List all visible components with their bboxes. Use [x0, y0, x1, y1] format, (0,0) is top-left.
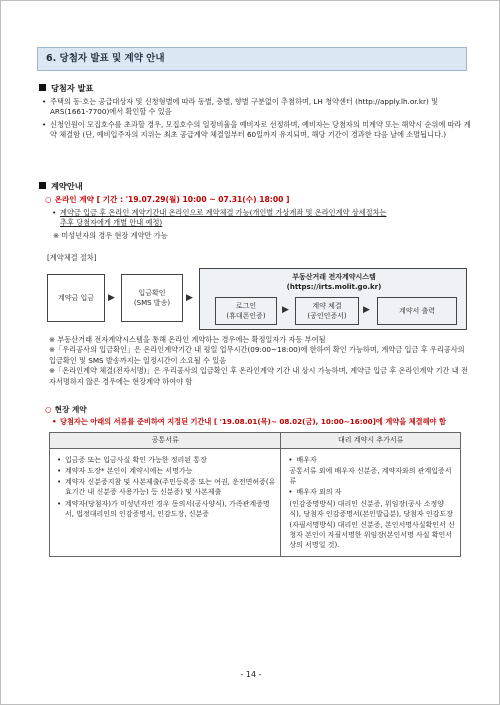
winner-list [41, 97, 471, 143]
onsite-contract-label: 현장 계약 [54, 405, 87, 414]
online-note-1: ※ 부동산거래 전자계약시스템을 통해 온라인 계약하는 경우에는 확정일자가 자동 부여됨 [49, 335, 326, 344]
flow-step-sign [295, 297, 359, 325]
online-bullet-line2: 추후 당첨자에게 개별 안내 예정) [60, 218, 163, 228]
online-note-3: ※「온라인계약 체결(전자서명)」은 우리공사의 입금확인 후 온라인계약 기간 내 상시 가능하며, 계약금 입금 후 온라인계약 기간 내 전자서명하지 않은 경우에는 현장계약 하여야 함 [49, 366, 468, 386]
online-bullet-line1: 계약금 입금 후 온라인 계약기간내 온라인으로 계약체결 가능(개인별 가상계좌 및 온라인계약 상세절차는 [60, 208, 387, 217]
arrow-right-icon: ▶ [108, 293, 115, 303]
table-cell-common [50, 449, 281, 557]
online-contract-period: [ 기간 : '19.07.29(월) 10:00 ~ 07.31(수) 18:00 ] [96, 195, 290, 204]
page-number: - 14 - [240, 670, 262, 679]
proxy-doc-3: • 배우자 외의 자 [287, 487, 455, 497]
arrow-right-icon: ▶ [186, 293, 193, 303]
table-row [50, 449, 461, 557]
online-bullet [51, 208, 471, 229]
flow-step-sign-line1: 계약 체결 [312, 301, 342, 310]
proxy-doc-4: (인감증명방식) 대리인 신분증, 위임장(공사 소정양식), 당첨자 인감증명서(본인발급분), 당첨자 인감도장 [289, 499, 453, 518]
flow-step-confirm-line2: (SMS 발송) [133, 299, 171, 307]
circle-bullet-icon: ○ [45, 195, 52, 204]
arrow-right-icon: ▶ [363, 305, 370, 315]
online-contract-label: 온라인 계약 [54, 195, 94, 204]
flow-step-deposit: 계약금 입금 [47, 274, 105, 322]
online-note: ※ 미성년자의 경우 현장 계약만 가능 [53, 230, 168, 240]
contract-heading [39, 181, 83, 193]
flow-step-confirm [121, 274, 183, 322]
flow-system-title [200, 272, 468, 292]
documents-table [49, 432, 461, 557]
winner-heading [39, 83, 93, 95]
winner-bullet-2: • 신청인원이 모집호수를 초과할 경우, 모집호수의 일정비율을 예비자로 선정하며, 예비자는 당첨자의 미계약 또는 해약시 순위에 따라 계약 체결함 (단, 예비입주자의 지위는 최초 공급계약 체결일부터 60일까지 유지되며, 해당 기간이 경과한 다음 날에 소멸됩니다.) [41, 120, 471, 141]
online-notes [47, 335, 473, 387]
onsite-contract-heading [45, 404, 87, 415]
table-cell-proxy [281, 449, 461, 557]
common-doc-4: • 계약자(당첨자)가 미성년자인 경우 동의서(공사양식), 가족관계증명서, 법정대리인의 인감증명서, 인감도장, 신분증 [56, 499, 275, 519]
flow-step-login-line1: 로그인 [235, 301, 257, 310]
flow-label: [계약체결 절차] [47, 253, 97, 262]
proxy-doc-1: • 배우자 [287, 455, 455, 465]
proxy-doc-2: 공통서류 외에 배우자 신분증, 계약자와의 관계입증서류 [289, 467, 452, 486]
table-header-row [50, 433, 461, 449]
common-doc-3: • 계약자 신분증지참 및 사본제출(주민등록증 또는 여권, 운전면허증(유효기간 내 신분증 사용가능) 등 신분증) 및 사본제출 [56, 477, 275, 497]
common-doc-1: • 입금증 또는 입금사실 확인 가능한 정리된 통장 [56, 455, 275, 465]
online-note-2: ※「우리공사의 입금확인」은 온라인계약기간 내 평일 업무시간(09:00~18:00)에 한하여 확인 가능하며, 계약금 입금 후 우리공사의 입금확인 및 SMS 발송까지는 일정시간이 소요될 수 있음 [49, 345, 465, 365]
winner-bullet-1: • 주택의 동·호는 공급대상자 및 신청형별에 따라 동별, 층별, 향별 구분없이 추첨하며, LH 청약센터 (http://apply.lh.or.kr) 및 ARS(1661-7700)에서 확인할 수 있음 [41, 97, 471, 118]
square-bullet-icon [39, 84, 46, 91]
table-header-proxy: 대리 계약시 추가서류 [281, 433, 461, 449]
flow-step-print: 계약서 출력 [377, 297, 457, 325]
contract-heading-text: 계약안내 [51, 181, 83, 191]
common-doc-2: • 계약자 도장* 본인이 계약시에는 서명가능 [56, 466, 275, 476]
table-header-common: 공통서류 [50, 433, 281, 449]
circle-bullet-icon: ○ [45, 405, 52, 414]
onsite-body [51, 417, 471, 429]
online-contract-body [51, 208, 471, 241]
winner-heading-text: 당첨자 발표 [51, 83, 94, 93]
flow-system-url: (https://irts.molit.go.kr) [286, 283, 382, 292]
proxy-doc-5: (자필서명방식) 대리인 신분증, 본인서명사실확인서 신청자 본인이 자필서명한 위임장(본인서명 사실 확인서상의 서명일 것). [289, 520, 455, 550]
arrow-right-icon: ▶ [282, 305, 289, 315]
online-contract-heading [45, 194, 290, 205]
flow-step-sign-line2: (공인인증서) [307, 312, 347, 320]
flow-step-confirm-line1: 입금확인 [138, 288, 166, 297]
flow-system-name: 부동산거래 전자계약시스템 [292, 273, 376, 281]
section-title: 6. 당첨자 발표 및 계약 안내 [37, 47, 467, 71]
flow-step-login-line2: (휴대폰인증) [226, 312, 266, 320]
contract-flow-diagram [47, 268, 467, 330]
flow-step-login [215, 297, 277, 325]
square-bullet-icon [39, 182, 46, 189]
onsite-bullet: • 당첨자는 아래의 서류를 준비하여 지정된 기간내 [ '19.08.01(목)~ 08.02(금), 10:00~16:00]에 계약을 체결해야 함 [51, 417, 471, 427]
